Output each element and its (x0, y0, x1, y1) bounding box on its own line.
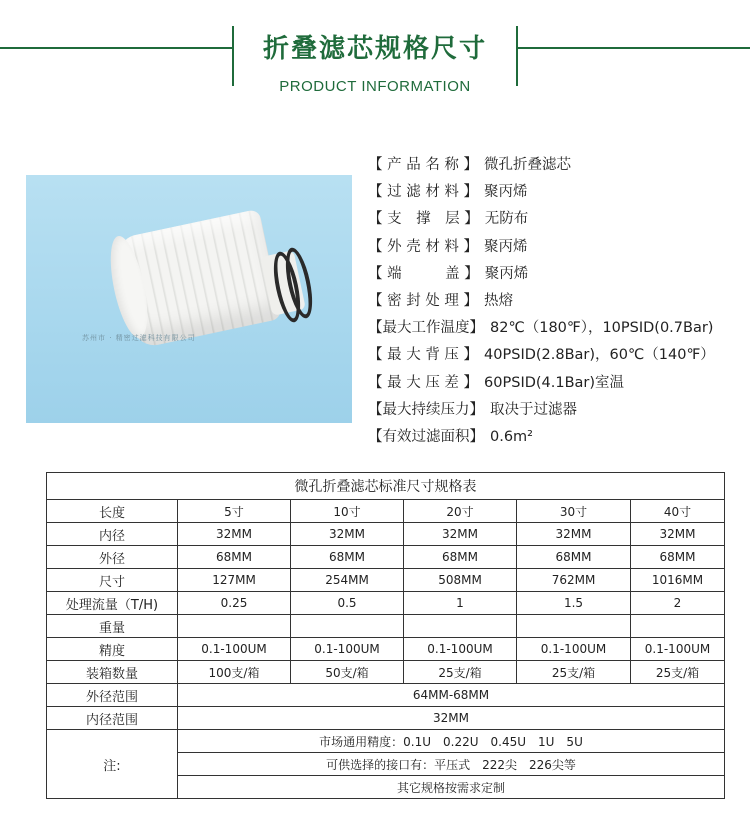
row-label: 外径范围 (47, 684, 178, 707)
spec-label: 【最大持续压力】 (368, 401, 484, 418)
table-cell: 1.5 (517, 592, 631, 615)
header-rule-left-tick (232, 26, 234, 86)
spec-row-support-layer (368, 206, 748, 233)
spec-label: 【 产 品 名 称 】 (368, 157, 479, 173)
table-row-notes (47, 730, 725, 753)
spec-value: 微孔折叠滤芯 (484, 157, 572, 173)
table-cell: 68MM (517, 546, 631, 569)
table-cell: 32MM (631, 523, 725, 546)
table-cell: 25支/箱 (631, 661, 725, 684)
table-cell: 0.1-100UM (404, 638, 517, 661)
row-label: 处理流量（T/H) (47, 592, 178, 615)
table-header-cell: 长度 (47, 500, 178, 523)
table-row (47, 615, 725, 638)
header-rule-right (518, 47, 750, 49)
spec-label: 【 过 滤 材 料 】 (368, 184, 479, 201)
row-label: 外径 (47, 546, 178, 569)
table-cell: 25支/箱 (404, 661, 517, 684)
spec-row-filter-area (368, 424, 748, 451)
table-row (47, 569, 725, 592)
table-header-cell: 40寸 (631, 500, 725, 523)
table-header-cell: 5寸 (178, 500, 291, 523)
header-rule-right-tick (516, 26, 518, 86)
spec-row-end-cap (368, 261, 748, 288)
spec-label: 【 最 大 压 差 】 (368, 374, 479, 391)
table-cell: 64MM-68MM (178, 684, 725, 707)
table-cell (517, 615, 631, 638)
spec-row-seal (368, 288, 748, 315)
note-line: 可供选择的接口有：平压式 222尖 226尖等 (178, 753, 725, 776)
table-cell: 68MM (631, 546, 725, 569)
note-line: 其它规格按需求定制 (178, 776, 725, 799)
table-cell: 68MM (291, 546, 404, 569)
spec-label: 【 支 撑 层 】 (368, 211, 479, 228)
table-cell: 0.5 (291, 592, 404, 615)
table-row (47, 523, 725, 546)
spec-list (368, 152, 748, 451)
table-cell: 0.1-100UM (631, 638, 725, 661)
table-cell: 32MM (178, 523, 291, 546)
table-cell: 50支/箱 (291, 661, 404, 684)
table-cell: 25支/箱 (517, 661, 631, 684)
table-row-inner-range (47, 707, 725, 730)
table-cell: 0.1-100UM (291, 638, 404, 661)
spec-value: 取决于过滤器 (490, 401, 577, 418)
spec-value: 60PSID(4.1Bar)室温 (484, 374, 625, 391)
spec-row-max-continuous-pressure (368, 397, 748, 424)
row-label: 内径范围 (47, 707, 178, 730)
table-cell: 1 (404, 592, 517, 615)
table-cell: 100支/箱 (178, 661, 291, 684)
table-cell: 32MM (291, 523, 404, 546)
table-row (47, 638, 725, 661)
table-row (47, 661, 725, 684)
spec-row-max-diff-pressure (368, 370, 748, 397)
spec-label: 【有效过滤面积】 (368, 428, 484, 445)
spec-value: 无防布 (484, 211, 529, 228)
photo-watermark: 苏州市 · 精密过滤科技有限公司 (82, 334, 196, 342)
row-label: 尺寸 (47, 569, 178, 592)
table-cell (178, 615, 291, 638)
spec-value: 聚丙烯 (484, 184, 528, 201)
table-cell (631, 615, 725, 638)
note-line: 市场通用精度：0.1U 0.22U 0.45U 1U 5U (178, 730, 725, 753)
table-header-cell: 30寸 (517, 500, 631, 523)
table-header-cell: 20寸 (404, 500, 517, 523)
table-cell: 0.1-100UM (178, 638, 291, 661)
table-cell: 2 (631, 592, 725, 615)
table-cell: 254MM (291, 569, 404, 592)
table-cell: 0.25 (178, 592, 291, 615)
table-cell: 32MM (404, 523, 517, 546)
spec-table (46, 472, 725, 799)
row-label: 重量 (47, 615, 178, 638)
spec-label: 【 端 盖 】 (368, 265, 479, 282)
table-cell: 127MM (178, 569, 291, 592)
page-title: 折叠滤芯规格尺寸 (262, 34, 487, 64)
table-cell (291, 615, 404, 638)
table-header-row (47, 500, 725, 523)
spec-value: 聚丙烯 (484, 265, 529, 282)
spec-value: 热熔 (484, 292, 514, 309)
spec-label: 【 最 大 背 压 】 (368, 347, 479, 364)
row-label: 装箱数量 (47, 661, 178, 684)
table-caption-row (47, 473, 725, 500)
row-label: 内径 (47, 523, 178, 546)
page-subtitle: PRODUCT INFORMATION (279, 78, 471, 95)
spec-value: 0.6m² (490, 428, 533, 445)
table-cell: 32MM (178, 707, 725, 730)
table-cell: 68MM (178, 546, 291, 569)
row-label: 精度 (47, 638, 178, 661)
table-header-cell: 10寸 (291, 500, 404, 523)
product-photo (26, 175, 352, 423)
spec-row-max-backpressure (368, 342, 748, 369)
table-row (47, 546, 725, 569)
spec-label: 【 密 封 处 理 】 (368, 292, 479, 309)
spec-row-product-name (368, 152, 748, 179)
table-cell: 32MM (517, 523, 631, 546)
table-cell: 1016MM (631, 569, 725, 592)
spec-row-filter-material (368, 179, 748, 206)
spec-label: 【 外 壳 材 料 】 (368, 238, 479, 255)
table-cell: 762MM (517, 569, 631, 592)
table-caption: 微孔折叠滤芯标准尺寸规格表 (47, 473, 725, 500)
header-rule-left (0, 47, 232, 49)
table-cell (404, 615, 517, 638)
spec-value: 40PSID(2.8Bar)，60℃（140℉） (484, 347, 715, 364)
table-row-outer-range (47, 684, 725, 707)
table-row (47, 592, 725, 615)
spec-row-shell-material (368, 234, 748, 261)
table-cell: 68MM (404, 546, 517, 569)
spec-row-max-temp (368, 315, 748, 342)
notes-label: 注: (47, 730, 178, 799)
table-cell: 508MM (404, 569, 517, 592)
table-cell: 0.1-100UM (517, 638, 631, 661)
spec-label: 【最大工作温度】 (368, 320, 484, 337)
spec-value: 聚丙烯 (484, 238, 528, 255)
spec-value: 82℃（180℉），10PSID(0.7Bar) (490, 320, 714, 337)
